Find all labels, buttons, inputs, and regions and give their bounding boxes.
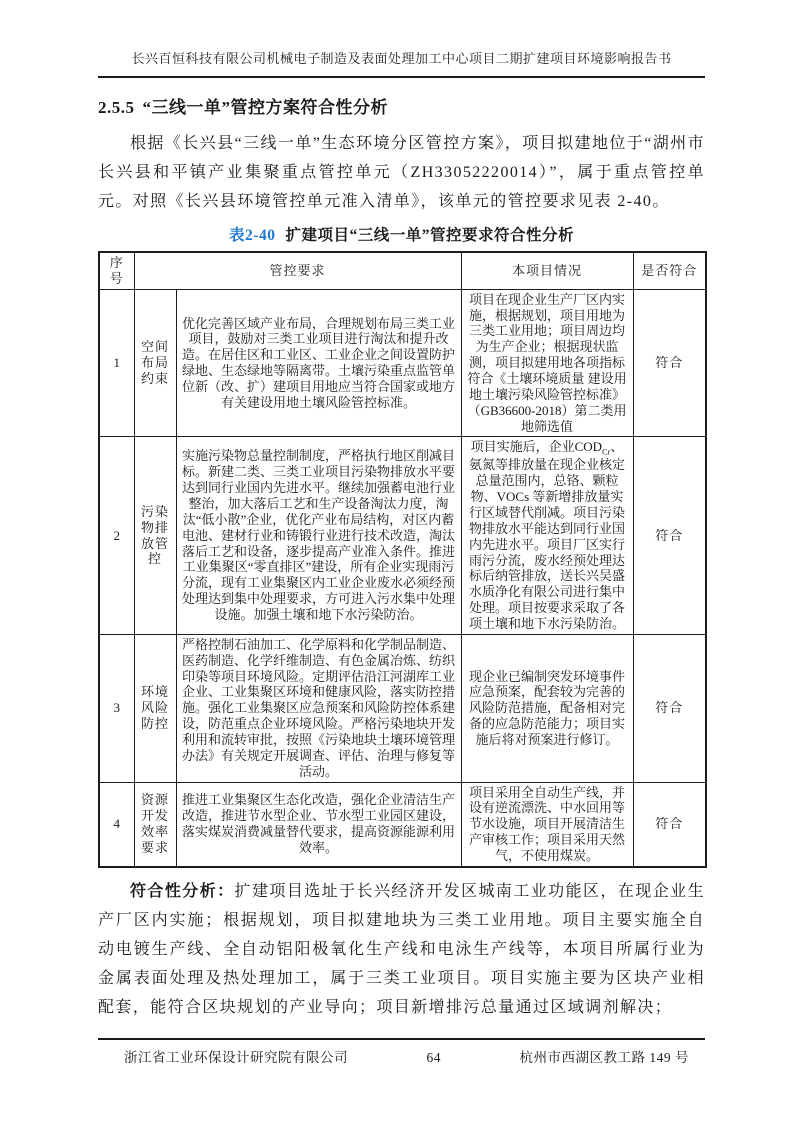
table-body	[99, 289, 706, 867]
section-number: 2.5.5	[98, 98, 135, 117]
row-compliance: 符合	[633, 634, 706, 782]
row-number: 3	[99, 634, 134, 782]
row-situation: 项目在现企业生产厂区内实施，根据规划，项目用地为三类工业用地；项目周边均为生产企业；根据现状监测，项目拟建用地各项指标符合《土壤环境质量 建设用地土壤污染风险管控标准》（GB36600-2018）第二类用地筛选值	[461, 289, 633, 437]
column-header-requirement: 管控要求	[134, 252, 461, 289]
row-compliance: 符合	[633, 289, 706, 437]
table-row	[99, 437, 706, 634]
header-divider	[98, 76, 705, 78]
footer-page-number: 64	[426, 1050, 441, 1065]
footer-address: 杭州市西湖区教工路 149 号	[519, 1050, 689, 1065]
row-situation: 项目采用全自动生产线，并设有逆流漂洗、中水回用等节水设施，项目开展清洁生产审核工作；项目采用天然气，不使用煤炭。	[461, 782, 633, 867]
row-compliance: 符合	[633, 782, 706, 867]
footer-company: 浙江省工业环保设计研究院有限公司	[124, 1050, 348, 1065]
row-number: 2	[99, 437, 134, 634]
compliance-table	[98, 251, 707, 868]
page-footer	[98, 1038, 705, 1066]
row-requirement: 实施污染物总量控制制度，严格执行地区削减目标。新建二类、三类工业项目污染物排放水平要达到同行业国内先进水平。继续加强蓄电池行业整治，加大落后工艺和生产设备淘汰力度，淘汰“低小散”企业，优化产业布局结构，对区内蓄电池、建材行业和铸锻行业进行技术改造，淘汰落后工艺和设备，逐步提高产业准入条件。推进工业集聚区“零直排区”建设，所有企业实现雨污分流，现有工业集聚区内工业企业废水必须经预处理达到集中处理要求，方可进入污水集中处理设施。加强土壤和地下水污染防治。	[176, 437, 461, 634]
column-header-situation: 本项目情况	[461, 252, 633, 289]
section-title: “三线一单”管控方案符合性分析	[142, 98, 388, 117]
column-header-no: 序号	[99, 252, 134, 289]
row-category: 空间布局约束	[134, 289, 176, 437]
row-requirement: 优化完善区域产业布局，合理规划布局三类工业项目，鼓励对三类工业项目进行淘汰和提升改造。在居住区和工业区、工业企业之间设置防护绿地、生态绿地等隔离带。土壤污染重点监管单位新（改、扩）建项目用地应当符合国家或地方有关建设用地土壤风险管控标准。	[176, 289, 461, 437]
table-row	[99, 289, 706, 437]
row-situation: 现企业已编制突发环境事件应急预案，配套较为完善的风险防范措施，配备相对完备的应急防范能力；项目实施后将对预案进行修订。	[461, 634, 633, 782]
table-title	[98, 223, 705, 245]
row-category: 环境风险防控	[134, 634, 176, 782]
table-number-label: 表2-40	[229, 227, 276, 244]
row-number: 4	[99, 782, 134, 867]
row-category: 资源开发效率要求	[134, 782, 176, 867]
row-compliance: 符合	[633, 437, 706, 634]
table-row	[99, 634, 706, 782]
row-number: 1	[99, 289, 134, 437]
analysis-label: 符合性分析：	[130, 882, 235, 900]
row-requirement: 严格控制石油加工、化学原料和化学制品制造、医药制造、化学纤维制造、有色金属冶炼、纺织印染等项目环境风险。定期评估沿江河湖库工业企业、工业集聚区环境和健康风险，落实防控措施。强化工业集聚区应急预案和风险防控体系建设，防范重点企业环境风险。严格污染地块开发利用和流转审批，按照《污染地块土壤环境管理办法》有关规定开展调查、评估、治理与修复等活动。	[176, 634, 461, 782]
analysis-paragraph	[98, 877, 705, 1022]
table-row	[99, 782, 706, 867]
doc-header-title: 长兴百恒科技有限公司机械电子制造及表面处理加工中心项目二期扩建项目环境影响报告书	[131, 51, 672, 66]
intro-paragraph: 根据《长兴县“三线一单”生态环境分区管控方案》，项目拟建地位于“湖州市长兴县和平镇产业集聚重点管控单元（ZH33052220014）”，属于重点管控单元。对照《长兴县环境管控单元准入清单》，该单元的管控要求见表 2-40。	[98, 135, 705, 210]
row-category: 污染物排放管控	[134, 437, 176, 634]
row-requirement: 推进工业集聚区生态化改造，强化企业清洁生产改造，推进节水型企业、节水型工业园区建设，落实煤炭消费减量替代要求，提高资源能源利用效率。	[176, 782, 461, 867]
section-heading	[98, 93, 705, 118]
table-header-row	[99, 252, 706, 289]
analysis-text: 扩建项目选址于长兴经济开发区城南工业功能区，在现企业生产厂区内实施；根据规划，项目拟建地块为三类工业用地。项目主要实施全自动电镀生产线、全自动铝阳极氧化生产线和电泳生产线等，本项目所属行业为金属表面处理及热处理加工，属于三类工业项目。项目实施主要为区块产业相配套，能符合区块规划的产业导向；项目新增排污总量通过区域调剂解决；	[98, 882, 705, 1016]
row-situation: 项目实施后，企业$COD_{Cr}$、氨氮等排放量在现企业核定总量范围内，总铬、颗粒物、VOCs 等新增排放量实行区域替代削减。项目污染物排放水平能达到同行业国内先进水平。项目厂区实行雨污分流，废水经预处理达标后纳管排放，送长兴吴盛水质净化有限公司进行集中处理。项目按要求采取了各项土壤和地下水污染防治。	[461, 437, 633, 634]
table-title-text: 扩建项目“三线一单”管控要求符合性分析	[285, 227, 574, 244]
column-header-compliance: 是否符合	[633, 252, 706, 289]
